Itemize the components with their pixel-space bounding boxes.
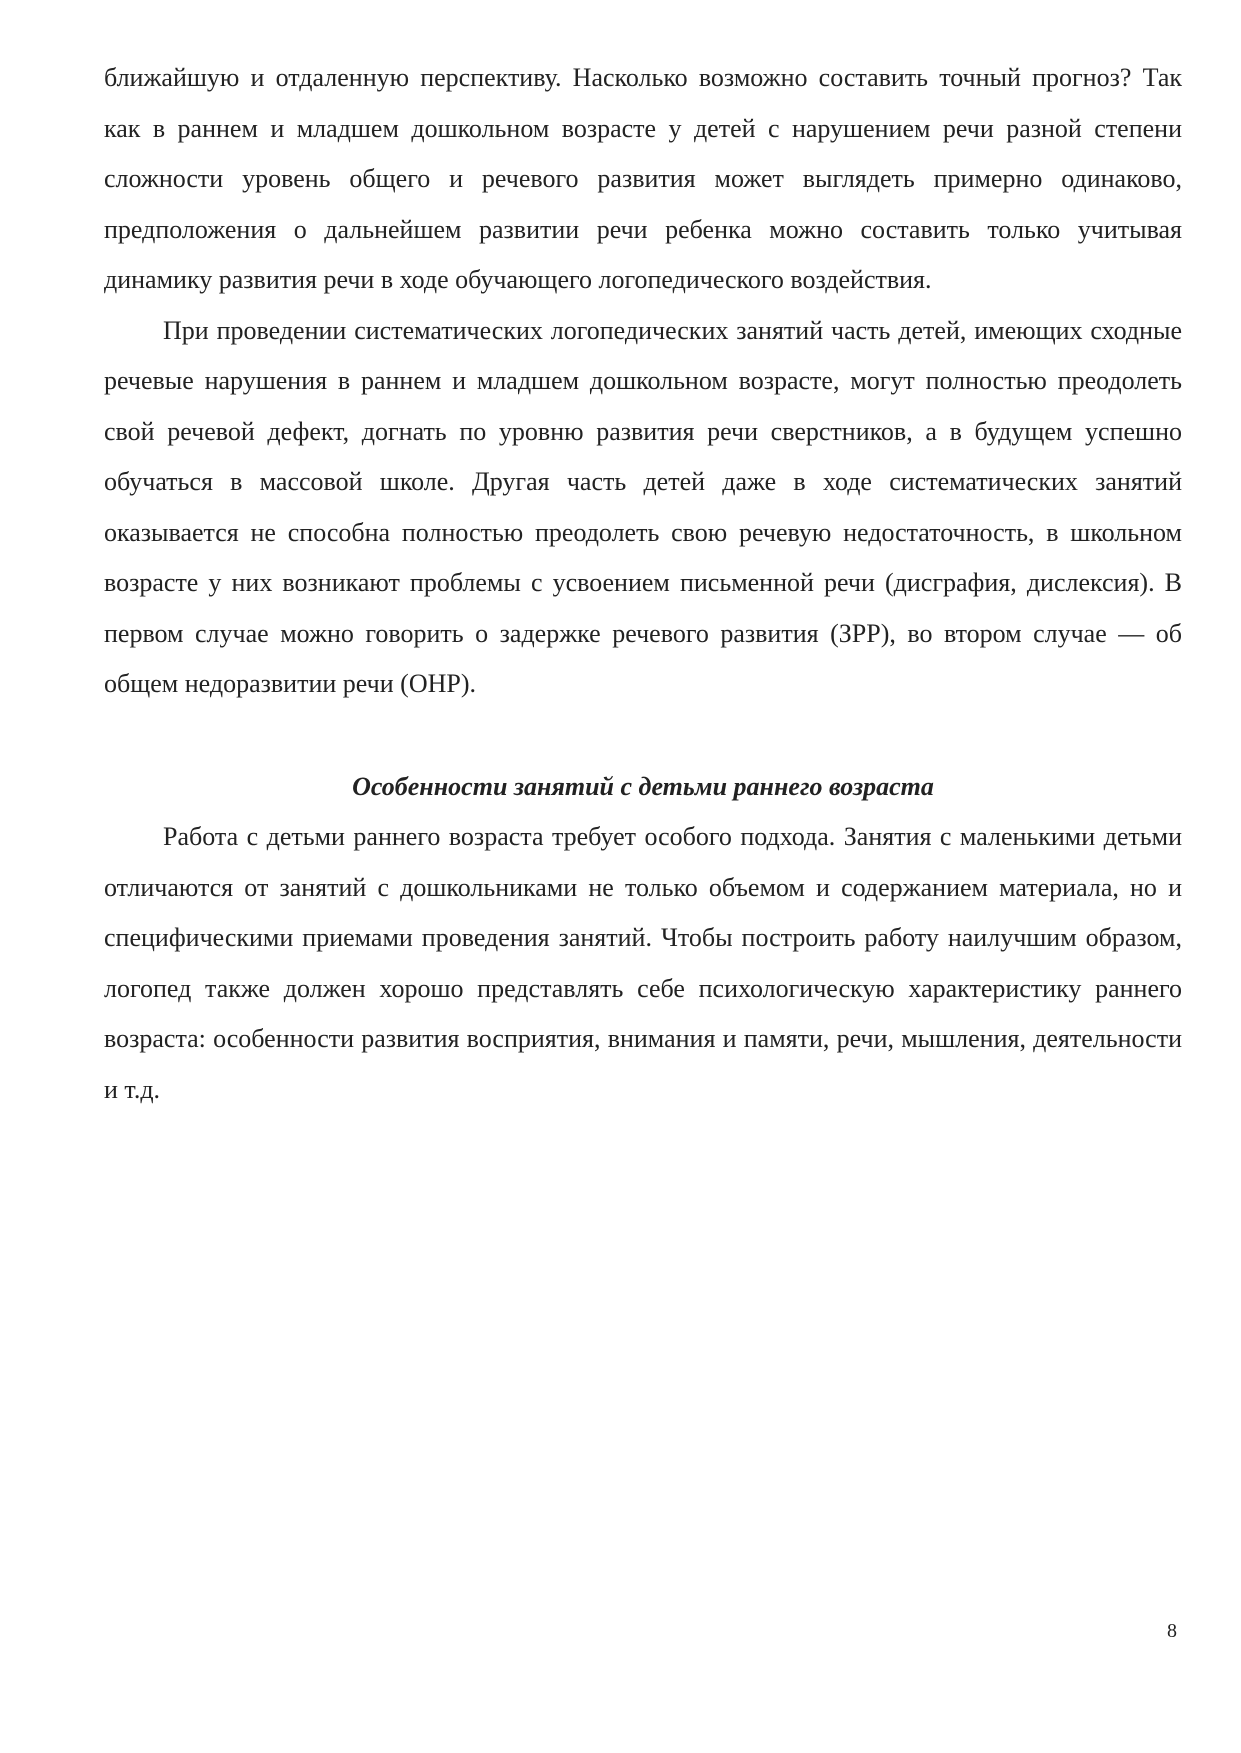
page-number: 8 — [1167, 1620, 1177, 1642]
page-body — [104, 53, 1182, 1115]
paragraph-zrr-onr: При проведении систематических логопедических занятий часть детей, имеющих сходные речевые нарушения в раннем и младшем дошкольном возрасте, могут полностью преодолеть свой речевой дефект, догнать по уровню развития речи сверстников, а в будущем успешно обучаться в массовой школе. Другая часть детей даже в ходе систематических занятий оказывается не способна полностью преодолеть свою речевую недостаточность, в школьном возрасте у них возникают проблемы с усвоением письменной речи (дисграфия, дислексия). В первом случае можно говорить о задержке речевого развития (ЗРР), во втором случае — об общем недоразвитии речи (ОНР). — [104, 315, 1182, 698]
section-heading: Особенности занятий с детьми раннего возраста — [352, 771, 934, 801]
paragraph-continued: ближайшую и отдаленную перспективу. Насколько возможно составить точный прогноз? Так как в раннем и младшем дошкольном возрасте у детей с нарушением речи разной степени сложности уровень общего и речевого развития может выглядеть примерно одинаково, предположения о дальнейшем развитии речи ребенка можно составить только учитывая динамику развития речи в ходе обучающего логопедического воздействия. — [104, 63, 1182, 294]
paragraph-early-age: Работа с детьми раннего возраста требует особого подхода. Занятия с маленькими детьми отличаются от занятий с дошкольниками не только объемом и содержанием материала, но и специфическими приемами проведения занятий. Чтобы построить работу наилучшим образом, логопед также должен хорошо представлять себе психологическую характеристику раннего возраста: особенности развития восприятия, внимания и памяти, речи, мышления, деятельности и т.д. — [104, 822, 1182, 1104]
